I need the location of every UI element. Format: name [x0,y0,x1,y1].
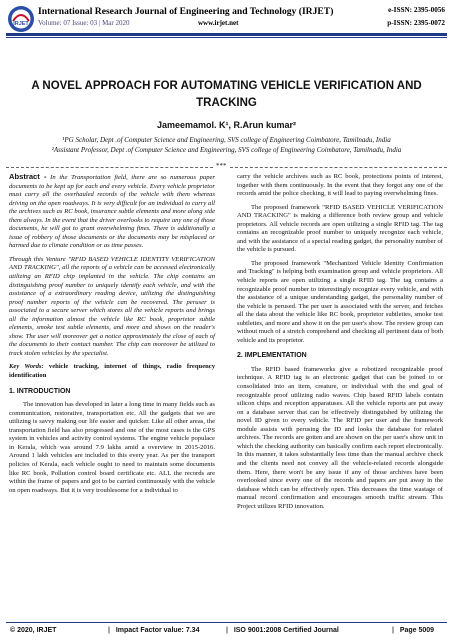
footer-impact-factor [108,627,199,634]
affiliation-2: ²Assistant Professor, Dept .of Computer Science and Engineering, SVS college of Engineering Coimbatore, Tamilnadu, India [51,146,402,154]
section-heading-introduction: 1. INTRODUCTION [9,387,71,395]
footer-sep: | [108,627,110,634]
proposed-framework-paragraph-1: The proposed framework "RFID BASED VEHICLE VERIFICATION AND TRACKING" is making a difference both review group and vehicle proprietors. All vehicle records are open utilizing a single RFID tag. The tag contains an recognizable proof number to uniquely recognize each vehicle, and with the assistance of a special reading gadget, the personality number of the vehicle is pursued. [237,203,443,254]
affiliation-1: ¹PG Scholar, Dept .of Computer Science and Engineering, SVS college of Engineering Coimbatore, Tamilnadu, India [62,136,391,144]
footer-page-number [392,627,434,634]
journal-header [0,0,453,44]
intro-continuation: carry the vehicle archives such as RC book, protections points of interest, together with them continuously. In the event that they forgot any one of the records amid the police checking, it will lead to paying overwhelming fines. [237,173,443,198]
section-heading-implementation: 2. IMPLEMENTATION [237,352,307,360]
left-column [9,173,215,500]
proposed-framework-paragraph-2: The proposed framework "Mechanized Vehicle Identity Confirmation and Tracking" is helping both examination group and vehicle proprietors. All vehicle reports are open utilizing a single RFID tag. The tag contains a recognizable proof number to interestingly recognize every vehicle, and with the assistance of a unique understanding gadget, the personality number of the vehicle is perused. The per user is associated with the server, and fetches all the data about the vehicle like RC book, proprietor subtleties, smoke test subtleties, and more and show it on the per user's show. The review group can without much of a stretch comprehend and checking all pertinent data of both vehicle and its proprietor. [237,259,443,344]
p-issn: p-ISSN: 2395-0072 [387,19,445,27]
journal-volume: Volume: 07 Issue: 03 | Mar 2020 [38,19,130,27]
header-divider [6,33,447,36]
intro-paragraph: The innovation has developed in later a long time in many fields such as communication, restorative, transportation etc. All the gadgets that we are utilizing is savvy making our life easier and quicker. Like all other areas, the transportation field has also progressed and one of the most cases is the GPS system in vehicles and activity control systems. The engine vehicle populace in Kerala, which was around 7.9 lakhs amid a overview in 2015-2016. Around 1 lakh vehicles are included to this every year. As per the transport policies of Kerala, each vehicle ought to need to maintain some documents like RC book, Pollution control board certificate etc. ALL the records are within the frame of papers and got to be carried continuously with the vehicle on open roadways. But it is very troublesome for a individual to [9,401,215,494]
page-number: Page 5009 [399,627,435,634]
rule-separator: *** [216,162,227,170]
footer-copyright: © 2020, IRJET [10,627,57,634]
header-divider-thin [6,37,447,38]
journal-website-link[interactable]: www.irjet.net [198,19,239,27]
paper-title: A NOVEL APPROACH FOR AUTOMATING VEHICLE VERIFICATION AND TRACKING [31,80,422,109]
abstract-text-1: In the Transportation field, there are so numerous paper documents to be kept up for each and every vehicle. Every vehicle proprietor must carry all the overhauled records of the vehicle with them whereas driving on the open roadways. It is very difficult for an individual to carry all the archives such as RC book, insurance subtle elements and more along side them always. In the event that the driver overlooks to require any one of those documents, he will got to grant overwhelming fines. There is additionally a issue of robbery of those documents or the documents may be misplaced or harmed due to climate condition or as time passes. [9,174,215,250]
irjet-logo-icon [6,4,36,34]
footer-divider [6,622,447,623]
keywords [9,363,215,380]
keywords-text: vehicle tracking, internet of things, radio frequency identification [9,363,216,380]
right-column [237,173,443,516]
abstract-paragraph-1 [9,173,215,251]
impact-factor-text: Impact Factor value: 7.34 [115,627,200,634]
footer-sep: | [392,627,394,634]
footer-iso [226,627,339,634]
paper-authors: Jameemamol. K¹, R.Arun kumar² [156,120,297,130]
keywords-label: Key Words: [9,363,44,371]
abstract-paragraph-2: Through this Venture "RFID BASED VEHICLE IDENTITY VERIFICATION AND TRACKING", all the reports of a vehicle can be accessed electronically utilizing an RFID chip implanted in the vehicle. The chip contains an distinguishing proof number to uniquely identify each vehicle, and with the assistance of a extraordinary reading device, utilizing the distinguishing proof number reports of the vehicle can be recovered. The peruser is associated to a secure server which stores all the vehicle reports and brings all the information almost the vehicle like RC book, proprietor subtle elements, smoke test subtle elements, and more and shows on the reader's show. The user will moreover get a notice approximately the close of each of the documents to their contact number. The chip can moreover be utilized to track stolen vehicles by the specialist. [9,255,215,357]
e-issn: e-ISSN: 2395-0056 [388,6,445,14]
footer-sep: | [226,627,228,634]
svg-text:IRJET: IRJET [13,21,29,27]
journal-name: International Research Journal of Engineering and Technology (IRJET) [38,6,334,17]
implementation-paragraph: The RFID based frameworks give a robotized recognizable proof technique. A RFID tag is an electronic gadget that can be joined to or consolidated into an item, creature, or individual with the end goal of recognizable proof utilizing radio waves. Chip based RFID labels contain silicon chips and reception apparatuses. All the vehicle reports are put away on a database server that can be effectively distinguished by utilizing the novel ID given to every vehicle. The RFID per user and the framework module assists with perusing the ID and looks the database for related archives. The records are gotten and are shown on the per user's show unit in which the checking authority can basically confirm each report electronically. In this manner, it takes substantially less time than the manual archive check and the clients need not convey all the vehicle-related records alongside them. Here, there won't be any issue if any of those archives have been overlooked since every one of the records and papers are put away in the database which can be effectively open. This decreases the time wastage of manual record confirmation and encourages smooth traffic stream. This Project utilizes RFID innovation. [237,365,443,510]
iso-text: ISO 9001:2008 Certified Journal [233,627,339,634]
abstract-label: Abstract - [9,172,47,181]
